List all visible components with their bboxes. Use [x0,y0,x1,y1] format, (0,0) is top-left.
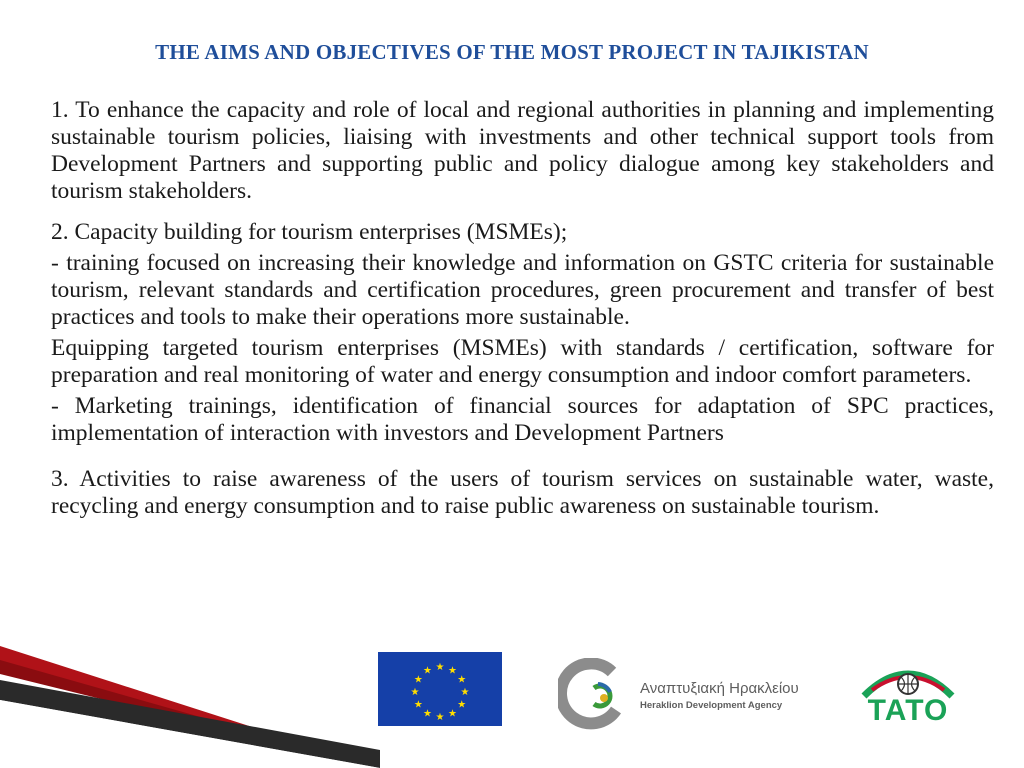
hda-english-name: Heraklion Development Agency [640,700,783,711]
svg-text:★: ★ [410,687,420,698]
paragraph-marketing: - Marketing trainings, identification of financial sources for adaptation of SPC practices, implementation of interaction with investors and Development Partners [51,393,994,446]
paragraph-objective-3: 3. Activities to raise awareness of the users of tourism services on sustainable water, waste, recycling and energy consumption and to raise public awareness on sustainable tourism. [51,466,994,519]
svg-text:★: ★ [460,687,470,698]
paragraph-equipping: Equipping targeted tourism enterprises (MSMEs) with standards / certification, software for preparation and real monitoring of water and energy consumption and indoor comfort parameters. [51,335,994,388]
eu-flag-logo [378,652,502,726]
paragraph-training: - training focused on increasing their knowledge and information on GSTC criteria for sustainable tourism, relevant standards and certification procedures, green procurement and transfer of best practices and tools to make their operations more sustainable. [51,250,994,330]
heraklion-development-agency-logo [558,658,818,730]
eu-flag-icon [378,652,502,726]
paragraph-objective-2: 2. Capacity building for tourism enterprises (MSMEs); [51,219,568,245]
page-title: THE AIMS AND OBJECTIVES OF THE MOST PROJECT IN TAJIKISTAN [155,40,869,64]
hda-greek-name: Αναπτυξιακή Ηρακλείου [640,680,799,697]
svg-text:★: ★ [457,674,467,686]
svg-text:★: ★ [423,708,432,720]
hda-ring-icon [558,658,634,730]
content-body [51,97,994,520]
svg-text:★: ★ [413,699,423,711]
svg-text:★: ★ [435,712,445,723]
tato-wordmark: TATO [867,694,949,727]
svg-text:★: ★ [413,674,423,686]
svg-text:★: ★ [423,665,432,677]
svg-text:★: ★ [448,665,457,677]
paragraph-objective-1: 1. To enhance the capacity and role of local and regional authorities in planning and implementing sustainable tourism policies, liaising with investments and other technical support tools from Development Partners and supporting public and policy dialogue among key stakeholders and tourism stakeholders. [51,97,994,204]
decorative-swoosh [0,640,380,768]
svg-text:★: ★ [448,708,457,720]
tato-logo [852,660,964,726]
svg-text:★: ★ [457,699,467,711]
svg-text:★: ★ [435,662,445,673]
